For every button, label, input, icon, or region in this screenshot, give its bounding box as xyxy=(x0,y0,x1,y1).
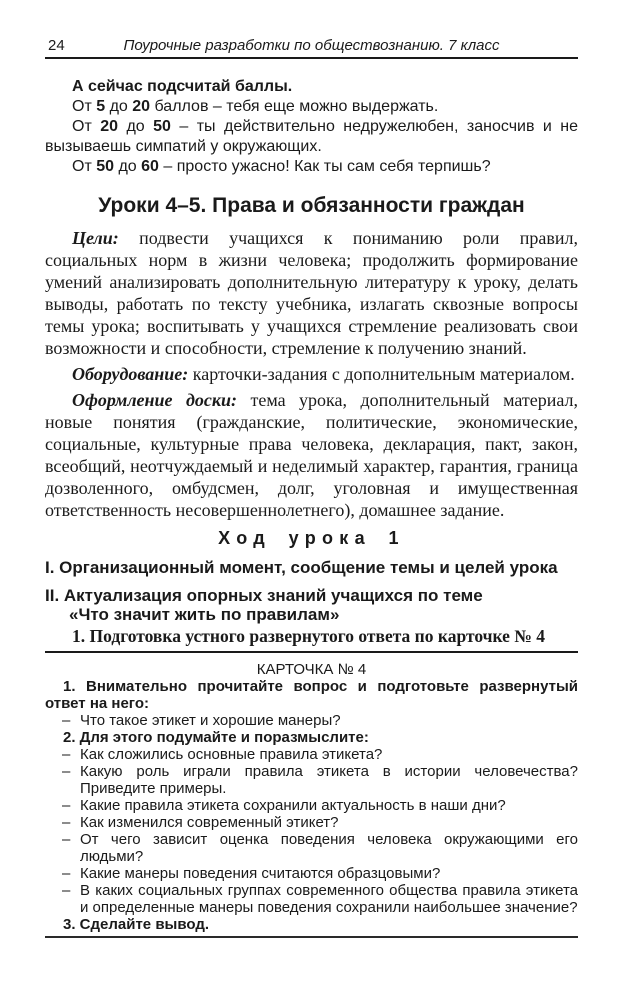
board-paragraph xyxy=(45,389,578,521)
task-card xyxy=(45,653,578,933)
dash-bullet: – xyxy=(62,746,71,763)
card-task-1: 1. Внимательно прочитайте вопрос и подготовьте развернутый ответ на него: xyxy=(45,678,578,712)
page-number: 24 xyxy=(48,37,65,54)
section-heading-1: I. Организационный момент, сообщение темы и целей урока xyxy=(45,558,558,577)
header-rule xyxy=(45,57,578,59)
section-2-line-2: «Что значит жить по правилам» xyxy=(69,605,340,624)
question-item xyxy=(45,763,578,797)
dash-bullet: – xyxy=(62,865,71,882)
card-title: КАРТОЧКА № 4 xyxy=(256,661,367,678)
question-item xyxy=(45,882,578,916)
running-title: Поурочные разработки по обществознанию. 7 класс xyxy=(123,37,500,54)
board-label: Оформление доски: xyxy=(72,390,238,410)
question-text: Как изменился современный этикет? xyxy=(80,814,339,831)
section-heading-2 xyxy=(45,586,578,624)
question-text: Как сложились основные правила этикета? xyxy=(80,746,383,763)
question-text: Какие манеры поведения считаются образцовыми? xyxy=(80,865,441,882)
dash-bullet: – xyxy=(62,814,71,831)
question-item xyxy=(45,797,578,814)
question-item xyxy=(45,831,578,865)
question-text: Какую роль играли правила этикета в истории человечества? Приведите примеры. xyxy=(80,763,578,797)
goals-text: подвести учащихся к пониманию роли правил, социальных норм в жизни человека; продолжить формирование умений анализировать дополнительную литературу к уроку, делать выводы, работать по тексту учебника, излагать сквозные вопросы темы урока; воспитывать у учащихся стремление реализовать свои возможности и способности, стремление к получению знаний. xyxy=(45,228,579,358)
score-range-2: От 20 до 50 – ты действительно недружелюбен, заносчив и не вызываешь симпатий у окружающих. xyxy=(45,118,579,155)
question-item xyxy=(45,746,578,763)
question-text: От чего зависит оценка поведения человека окружающими его людьми? xyxy=(80,831,578,865)
equipment-label: Оборудование: xyxy=(72,364,189,384)
course-heading: Ход урока 1 xyxy=(218,528,405,548)
question-text: В каких социальных группах современного общества правила этикета и определенные манеры поведения сохранили наибольшее значение? xyxy=(80,882,578,916)
dash-bullet: – xyxy=(62,712,71,729)
task-2-question-list xyxy=(45,746,578,916)
dash-bullet: – xyxy=(62,797,71,814)
lesson-title: Уроки 4–5. Права и обязанности граждан xyxy=(98,194,525,217)
question-item xyxy=(45,814,578,831)
card-task-3: 3. Сделайте вывод. xyxy=(63,916,210,933)
question-text: Что такое этикет и хорошие манеры? xyxy=(80,712,341,729)
dash-bullet: – xyxy=(62,763,71,780)
score-range-3: От 50 до 60 – просто ужасно! Как ты сам себя терпишь? xyxy=(72,158,491,175)
goals-paragraph xyxy=(45,227,578,359)
equipment-text: карточки-задания с дополнительным материалом. xyxy=(192,364,575,384)
task-1-question-list xyxy=(45,712,578,729)
card-divider-bottom xyxy=(45,936,578,938)
score-heading: А сейчас подсчитай баллы. xyxy=(72,78,293,95)
section-2-line-1: II. Актуализация опорных знаний учащихся по теме xyxy=(45,586,483,605)
goals-label: Цели: xyxy=(72,228,119,248)
dash-bullet: – xyxy=(62,831,71,848)
question-item xyxy=(45,712,578,729)
question-text: Какие правила этикета сохранили актуальность в наши дни? xyxy=(80,797,506,814)
running-head xyxy=(45,36,578,55)
step-heading: 1. Подготовка устного развернутого ответа по карточке № 4 xyxy=(72,626,545,646)
equipment-paragraph xyxy=(45,363,578,385)
board-text: тема урока, дополнительный материал, новые понятия (гражданские, политические, экономические, социальные, культурные права человека, декларация, пакт, закон, всеобщий, неотчуждаемый и неделимый характер, гарантия, граница дозволенного, омбудсмен, долг, уголовная и имущественная ответственность несовершеннолетнего), домашнее задание. xyxy=(45,390,578,520)
question-item xyxy=(45,865,578,882)
score-section xyxy=(45,77,578,177)
dash-bullet: – xyxy=(62,882,71,899)
score-range-1: От 5 до 20 баллов – тебя еще можно выдержать. xyxy=(72,98,439,115)
card-task-2: 2. Для этого подумайте и поразмыслите: xyxy=(63,729,369,746)
